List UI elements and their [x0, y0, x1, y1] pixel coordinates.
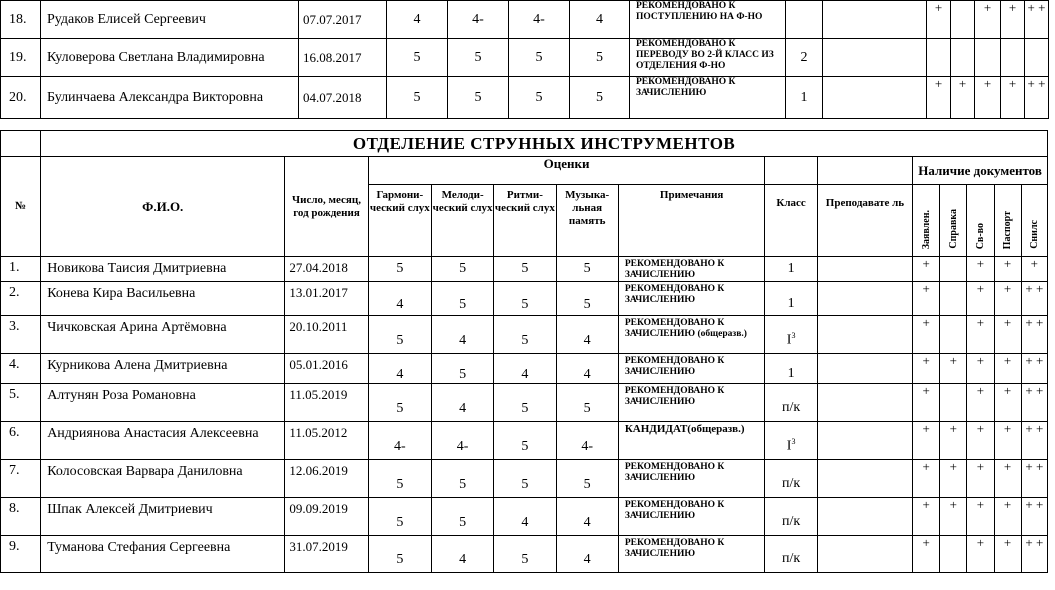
student-name: Андриянова Анастасия Алексеевна: [41, 422, 285, 460]
doc-mark: [940, 536, 967, 573]
doc-mark: + +: [1021, 422, 1047, 460]
doc-mark: +: [1001, 1, 1025, 39]
doc-mark: +: [913, 316, 940, 354]
header-doc-snils: Снилс: [1028, 220, 1040, 249]
doc-mark: [951, 39, 975, 77]
doc-mark: + +: [1021, 536, 1047, 573]
previous-section-rows: [0, 0, 1049, 119]
doc-mark: + +: [1025, 1, 1049, 39]
header-notes: Примечания: [618, 185, 765, 257]
note-text: КАНДИДАТ(общеразв.): [618, 422, 765, 460]
student-name: Колосовская Варвара Даниловна: [41, 460, 285, 498]
class-value: [765, 282, 817, 316]
birth-date: 27.04.2018: [285, 257, 368, 282]
doc-mark: [940, 384, 967, 422]
table-row: [1, 422, 1048, 460]
section-title: ОТДЕЛЕНИЕ СТРУННЫХ ИНСТРУМЕНТОВ: [41, 131, 1048, 157]
doc-mark: +: [927, 1, 951, 39]
row-number: 4.: [1, 354, 41, 384]
student-name: Алтунян Роза Романовна: [41, 384, 285, 422]
grade-harmonic: 4-: [368, 422, 431, 460]
grade-memory: 5: [556, 257, 618, 282]
strings-department-table: [0, 130, 1048, 573]
grade-harmonic: 5: [368, 536, 431, 573]
grade-melodic: 4-: [448, 1, 509, 39]
teacher-cell: [817, 422, 912, 460]
doc-mark: +: [975, 1, 1001, 39]
header-documents: Наличие документов: [913, 157, 1048, 185]
doc-mark: +: [967, 460, 994, 498]
doc-mark: +: [967, 384, 994, 422]
teacher-cell: [817, 460, 912, 498]
teacher-cell: [817, 384, 912, 422]
class-superscript: 3: [791, 436, 796, 446]
doc-mark: +: [967, 498, 994, 536]
doc-mark: + +: [1021, 354, 1047, 384]
class-value: [765, 498, 817, 536]
doc-mark: +: [940, 498, 967, 536]
grade-melodic: 4-: [431, 422, 493, 460]
doc-mark: [940, 282, 967, 316]
class-number: 1: [787, 295, 795, 311]
note-text: РЕКОМЕНДОВАНО К ЗАЧИСЛЕНИЮ: [618, 282, 765, 316]
teacher-cell: [817, 354, 912, 384]
doc-mark: +: [1001, 77, 1025, 119]
row-number: 1.: [1, 257, 41, 282]
header-name: Ф.И.О.: [41, 157, 285, 257]
class-value: [765, 460, 817, 498]
row-number: 5.: [1, 384, 41, 422]
class-number: п/к: [782, 475, 801, 491]
doc-mark: +: [994, 282, 1021, 316]
class-number: 1: [787, 365, 795, 381]
student-name: Булинчаева Александра Викторовна: [41, 77, 299, 119]
table-row: [1, 257, 1048, 282]
row-number: 7.: [1, 460, 41, 498]
table-row: [1, 536, 1048, 573]
grade-rhythmic: 5: [494, 422, 556, 460]
doc-mark: [940, 316, 967, 354]
table-row: [1, 39, 1049, 77]
doc-mark: +: [994, 498, 1021, 536]
teacher-cell: [823, 77, 927, 119]
teacher-cell: [817, 498, 912, 536]
doc-mark: +: [967, 257, 994, 282]
grade-rhythmic: 5: [494, 384, 556, 422]
grade-harmonic: 5: [368, 498, 431, 536]
doc-mark: [975, 39, 1001, 77]
doc-mark: +: [913, 282, 940, 316]
grade-memory: 4: [556, 316, 618, 354]
table-row: [1, 354, 1048, 384]
header-teacher: Преподавате ль: [817, 185, 912, 257]
doc-mark: +: [913, 354, 940, 384]
doc-mark: + +: [1021, 282, 1047, 316]
doc-mark: +: [913, 384, 940, 422]
note-text: РЕКОМЕНДОВАНО К ЗАЧИСЛЕНИЮ: [618, 498, 765, 536]
birth-date: 31.07.2019: [285, 536, 368, 573]
note-text: РЕКОМЕНДОВАНО К ЗАЧИСЛЕНИЮ: [618, 354, 765, 384]
grade-rhythmic: 4: [494, 354, 556, 384]
doc-mark: +: [940, 422, 967, 460]
class-number: п/к: [782, 551, 801, 566]
doc-mark: [940, 257, 967, 282]
row-number: 19.: [1, 39, 41, 77]
note-text: РЕКОМЕНДОВАНО К ПЕРЕВОДУ ВО 2-Й КЛАСС ИЗ ОТДЕЛЕНИЯ Ф-НО: [630, 39, 786, 77]
class-number: I: [786, 332, 792, 348]
doc-mark: [951, 1, 975, 39]
class-value: [786, 1, 823, 39]
row-number: 2.: [1, 282, 41, 316]
birth-date: 04.07.2018: [299, 77, 387, 119]
header-rhythmic-hearing: Ритми-ческий слух: [494, 185, 556, 257]
doc-mark: +: [1021, 257, 1047, 282]
grade-memory: 5: [556, 282, 618, 316]
note-text: РЕКОМЕНДОВАНО К ЗАЧИСЛЕНИЮ: [630, 77, 786, 119]
grade-melodic: 5: [431, 498, 493, 536]
note-text: РЕКОМЕНДОВАНО К ЗАЧИСЛЕНИЮ: [618, 384, 765, 422]
doc-mark: +: [994, 354, 1021, 384]
grade-rhythmic: 4-: [509, 1, 570, 39]
note-text: РЕКОМЕНДОВАНО К ПОСТУПЛЕНИЮ НА Ф-НО: [630, 1, 786, 39]
birth-date: 16.08.2017: [299, 39, 387, 77]
birth-date: 13.01.2017: [285, 282, 368, 316]
class-number: п/к: [782, 399, 801, 415]
doc-mark: +: [967, 316, 994, 354]
student-name: Куловерова Светлана Владимировна: [41, 39, 299, 77]
grade-memory: 4: [556, 536, 618, 573]
class-number: I: [786, 438, 792, 454]
doc-mark: +: [975, 77, 1001, 119]
class-number: 1: [787, 261, 795, 276]
grade-memory: 5: [556, 460, 618, 498]
grade-rhythmic: 5: [509, 39, 570, 77]
doc-mark: +: [994, 257, 1021, 282]
table-row: [1, 1, 1049, 39]
note-text: РЕКОМЕНДОВАНО К ЗАЧИСЛЕНИЮ: [618, 460, 765, 498]
row-number: 6.: [1, 422, 41, 460]
note-text: РЕКОМЕНДОВАНО К ЗАЧИСЛЕНИЮ: [618, 536, 765, 573]
birth-date: 11.05.2012: [285, 422, 368, 460]
doc-mark: + +: [1021, 384, 1047, 422]
student-name: Туманова Стефания Сергеевна: [41, 536, 285, 573]
teacher-cell: [817, 536, 912, 573]
row-number: 3.: [1, 316, 41, 354]
doc-mark: [1001, 39, 1025, 77]
class-number: п/к: [782, 513, 801, 529]
grade-melodic: 5: [431, 257, 493, 282]
doc-mark: [1025, 39, 1049, 77]
header-class: Класс: [765, 185, 817, 257]
header-doc-application: Заявлен.: [920, 209, 932, 249]
doc-mark: +: [913, 422, 940, 460]
class-value: [765, 384, 817, 422]
grade-memory: 5: [570, 39, 630, 77]
grade-melodic: 4: [431, 316, 493, 354]
row-number: 9.: [1, 536, 41, 573]
grade-memory: 4: [570, 1, 630, 39]
grade-harmonic: 4: [387, 1, 448, 39]
grade-memory: 5: [556, 384, 618, 422]
doc-mark: +: [967, 282, 994, 316]
grade-melodic: 5: [431, 282, 493, 316]
table-row: [1, 77, 1049, 119]
grade-harmonic: 5: [368, 460, 431, 498]
grade-rhythmic: 5: [509, 77, 570, 119]
student-name: Новикова Таисия Дмитриевна: [41, 257, 285, 282]
doc-mark: +: [994, 536, 1021, 573]
grade-melodic: 5: [448, 77, 509, 119]
grade-harmonic: 5: [368, 257, 431, 282]
doc-mark: +: [967, 354, 994, 384]
table-row: [1, 282, 1048, 316]
doc-mark: +: [913, 460, 940, 498]
grade-melodic: 5: [431, 460, 493, 498]
grade-rhythmic: 5: [494, 257, 556, 282]
class-value: [765, 316, 817, 354]
doc-mark: +: [951, 77, 975, 119]
class-value: [765, 422, 817, 460]
class-value: [765, 354, 817, 384]
grade-harmonic: 5: [368, 384, 431, 422]
grade-rhythmic: 5: [494, 316, 556, 354]
doc-mark: + +: [1025, 77, 1049, 119]
table-row: [1, 384, 1048, 422]
grade-harmonic: 5: [387, 39, 448, 77]
doc-mark: + +: [1021, 498, 1047, 536]
note-text: РЕКОМЕНДОВАНО К ЗАЧИСЛЕНИЮ: [618, 257, 765, 282]
teacher-cell: [823, 1, 927, 39]
doc-mark: [927, 39, 951, 77]
class-value: 2: [786, 39, 823, 77]
teacher-cell: [823, 39, 927, 77]
birth-date: 20.10.2011: [285, 316, 368, 354]
student-name: Чичковская Арина Артёмовна: [41, 316, 285, 354]
birth-date: 12.06.2019: [285, 460, 368, 498]
class-value: [765, 257, 817, 282]
doc-mark: +: [967, 422, 994, 460]
row-number: 20.: [1, 77, 41, 119]
header-melodic-hearing: Мелоди-ческий слух: [431, 185, 493, 257]
grade-melodic: 4: [431, 536, 493, 573]
grade-melodic: 5: [448, 39, 509, 77]
doc-mark: +: [994, 384, 1021, 422]
grade-rhythmic: 5: [494, 536, 556, 573]
doc-mark: +: [940, 354, 967, 384]
grade-harmonic: 4: [368, 354, 431, 384]
grade-memory: 4: [556, 354, 618, 384]
doc-mark: +: [994, 460, 1021, 498]
doc-mark: +: [967, 536, 994, 573]
header-num: №: [1, 157, 41, 257]
grade-harmonic: 5: [387, 77, 448, 119]
header-harmonic-hearing: Гармони-ческий слух: [368, 185, 431, 257]
student-name: Рудаков Елисей Сергеевич: [41, 1, 299, 39]
teacher-cell: [817, 257, 912, 282]
class-value: [765, 536, 817, 573]
birth-date: 07.07.2017: [299, 1, 387, 39]
doc-mark: +: [994, 422, 1021, 460]
note-text: РЕКОМЕНДОВАНО К ЗАЧИСЛЕНИЮ (общеразв.): [618, 316, 765, 354]
grade-memory: 4-: [556, 422, 618, 460]
teacher-cell: [817, 282, 912, 316]
class-value: 1: [786, 77, 823, 119]
grade-melodic: 5: [431, 354, 493, 384]
student-name: Курникова Алена Дмитриевна: [41, 354, 285, 384]
header-doc-birth-cert: Св-во: [974, 222, 986, 249]
header-doc-passport: Паспорт: [1002, 210, 1014, 249]
header-birth-date: Число, месяц, год рождения: [285, 157, 368, 257]
table-row: [1, 498, 1048, 536]
header-musical-memory: Музыка-льная память: [556, 185, 618, 257]
table-row: [1, 316, 1048, 354]
grade-harmonic: 4: [368, 282, 431, 316]
grade-melodic: 4: [431, 384, 493, 422]
header-grades: Оценки: [368, 157, 765, 185]
student-name: Конева Кира Васильевна: [41, 282, 285, 316]
row-number: 8.: [1, 498, 41, 536]
grade-rhythmic: 5: [494, 282, 556, 316]
header-doc-certificate: Справка: [947, 209, 959, 249]
table-row: [1, 460, 1048, 498]
grade-rhythmic: 5: [494, 460, 556, 498]
doc-mark: +: [913, 498, 940, 536]
birth-date: 05.01.2016: [285, 354, 368, 384]
birth-date: 09.09.2019: [285, 498, 368, 536]
grade-rhythmic: 4: [494, 498, 556, 536]
birth-date: 11.05.2019: [285, 384, 368, 422]
doc-mark: +: [913, 536, 940, 573]
doc-mark: +: [913, 257, 940, 282]
grade-memory: 5: [570, 77, 630, 119]
doc-mark: +: [994, 316, 1021, 354]
teacher-cell: [817, 316, 912, 354]
doc-mark: + +: [1021, 460, 1047, 498]
doc-mark: +: [940, 460, 967, 498]
class-superscript: 3: [791, 330, 796, 340]
grade-memory: 4: [556, 498, 618, 536]
doc-mark: + +: [1021, 316, 1047, 354]
row-number: 18.: [1, 1, 41, 39]
student-name: Шпак Алексей Дмитриевич: [41, 498, 285, 536]
grade-harmonic: 5: [368, 316, 431, 354]
doc-mark: +: [927, 77, 951, 119]
